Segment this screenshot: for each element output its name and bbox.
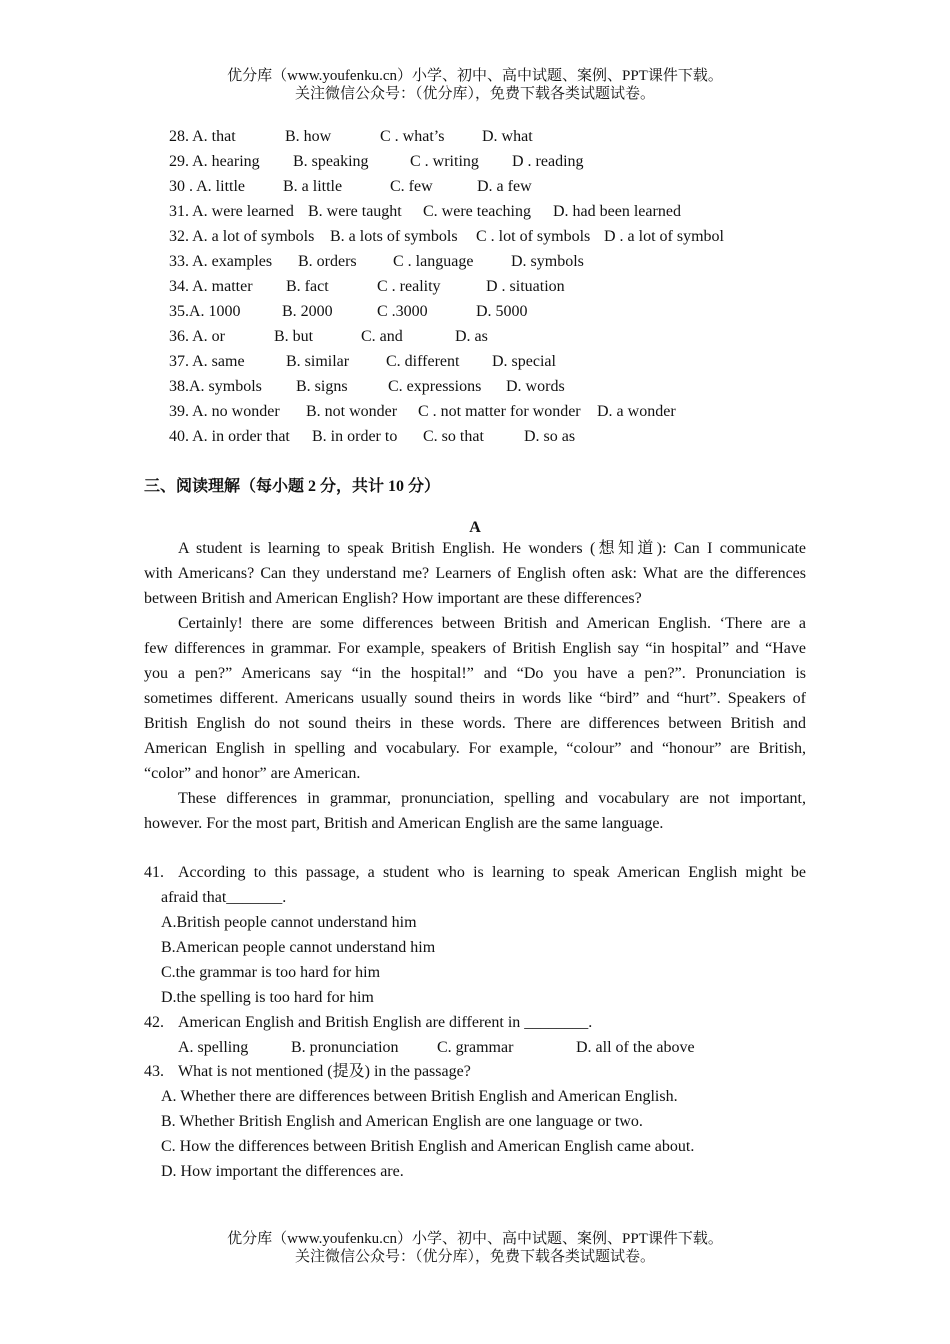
option-a: 29. A. hearing xyxy=(169,153,260,170)
answer-option-b: B. pronunciation xyxy=(291,1039,399,1056)
option-c: C. different xyxy=(386,353,460,370)
passage-line: sometimes different. Americans usually sound theirs in words like “bird” and “hurt”. Speakers of xyxy=(144,690,806,707)
option-d: D. words xyxy=(506,378,565,395)
option-d: D . a lot of symbol xyxy=(604,228,724,245)
option-b: B. orders xyxy=(298,253,357,270)
option-c: C. few xyxy=(390,178,433,195)
option-a: 28. A. that xyxy=(169,128,236,145)
question-stem: According to this passage, a student who is learning to speak American English might be xyxy=(178,864,806,881)
passage-line: A student is learning to speak British English. He wonders (想知道): Can I communicate xyxy=(178,540,806,557)
option-c: C . language xyxy=(393,253,474,270)
option-c: C . reality xyxy=(377,278,441,295)
passage-line: you a pen?” Americans say “in the hospital!” and “Do you have a pen?”. Pronunciation is xyxy=(144,665,806,682)
passage-line: These differences in grammar, pronunciation, spelling and vocabulary are not important, xyxy=(178,790,806,807)
passage-line: with Americans? Can they understand me? Learners of English often ask: What are the differences xyxy=(144,565,806,582)
option-a: 33. A. examples xyxy=(169,253,273,270)
question-stem-cont: afraid that_______. xyxy=(161,889,287,906)
option-b: B. in order to xyxy=(312,428,398,445)
section-title-reading: 三、阅读理解（每小题 2 分，共计 10 分） xyxy=(144,478,441,495)
option-a: 40. A. in order that xyxy=(169,428,290,445)
question-stem: What is not mentioned (提及) in the passage? xyxy=(178,1063,471,1080)
cloze-row-31 xyxy=(0,202,950,222)
answer-option-b: B.American people cannot understand him xyxy=(161,939,436,956)
option-c: C .3000 xyxy=(377,303,428,320)
option-b: B. 2000 xyxy=(282,303,333,320)
page-footer-line-1: 优分库（www.youfenku.cn）小学、初中、高中试题、案例、PPT课件下载。 xyxy=(227,1231,723,1247)
passage-line: British English do not sound theirs in these words. There are differences between British and xyxy=(144,715,806,732)
passage-line: however. For the most part, British and American English are the same language. xyxy=(144,815,664,832)
cloze-row-38 xyxy=(0,377,950,397)
option-d: D. as xyxy=(455,328,488,345)
option-c: C. expressions xyxy=(388,378,482,395)
option-a: 35.A. 1000 xyxy=(169,303,241,320)
page-header-line-1: 优分库（www.youfenku.cn）小学、初中、高中试题、案例、PPT课件下载。 xyxy=(227,68,723,84)
option-a: 37. A. same xyxy=(169,353,245,370)
option-c: C . not matter for wonder xyxy=(418,403,581,420)
option-d: D. what xyxy=(482,128,533,145)
passage-line: American English in spelling and vocabulary. For example, “colour” and “honour” are British, xyxy=(144,740,806,757)
option-d: D . reading xyxy=(512,153,584,170)
answer-option-d: D. all of the above xyxy=(576,1039,695,1056)
option-d: D. 5000 xyxy=(476,303,528,320)
option-b: B. were taught xyxy=(308,203,402,220)
option-c: C . what’s xyxy=(380,128,445,145)
option-a: 34. A. matter xyxy=(169,278,253,295)
option-c: C. and xyxy=(361,328,403,345)
answer-option-d: D. How important the differences are. xyxy=(161,1163,404,1180)
option-a: 30 . A. little xyxy=(169,178,245,195)
option-b: B. a little xyxy=(283,178,343,195)
option-a: 32. A. a lot of symbols xyxy=(169,228,315,245)
cloze-row-39 xyxy=(0,402,950,422)
option-a: 31. A. were learned xyxy=(169,203,294,220)
cloze-row-37 xyxy=(0,352,950,372)
option-c: C. so that xyxy=(423,428,484,445)
passage-line: between British and American English? How important are these differences? xyxy=(144,590,642,607)
option-b: B. a lots of symbols xyxy=(330,228,458,245)
answer-option-b: B. Whether British English and American English are one language or two. xyxy=(161,1113,643,1130)
option-b: B. similar xyxy=(286,353,350,370)
passage-line: few differences in grammar. For example, speakers of British English say “in hospital” and “Have xyxy=(144,640,806,657)
cloze-row-30 xyxy=(0,177,950,197)
option-b: B. speaking xyxy=(293,153,369,170)
option-b: B. not wonder xyxy=(306,403,398,420)
question-number: 41. xyxy=(144,864,164,881)
cloze-row-36 xyxy=(0,327,950,347)
cloze-row-32 xyxy=(0,227,950,247)
answer-option-c: C.the grammar is too hard for him xyxy=(161,964,381,981)
answer-option-c: C. grammar xyxy=(437,1039,514,1056)
passage-line: “color” and honor” are American. xyxy=(144,765,361,782)
cloze-row-28 xyxy=(0,127,950,147)
option-c: C. were teaching xyxy=(423,203,531,220)
answer-option-a: A. spelling xyxy=(178,1039,249,1056)
option-d: D. special xyxy=(492,353,556,370)
page-footer-line-2: 关注微信公众号：（优分库），免费下载各类试题试卷。 xyxy=(294,1249,655,1265)
cloze-row-29 xyxy=(0,152,950,172)
answer-option-d: D.the spelling is too hard for him xyxy=(161,989,374,1006)
passage-label: A xyxy=(469,519,481,536)
option-d: D . situation xyxy=(486,278,565,295)
cloze-row-33 xyxy=(0,252,950,272)
question-number: 43. xyxy=(144,1063,164,1080)
question-number: 42. xyxy=(144,1014,164,1031)
cloze-row-40 xyxy=(0,427,950,447)
answer-option-c: C. How the differences between British English and American English came about. xyxy=(161,1138,695,1155)
cloze-row-34 xyxy=(0,277,950,297)
option-d: D. so as xyxy=(524,428,576,445)
answer-option-a: A. Whether there are differences between British English and American English. xyxy=(161,1088,678,1105)
option-b: B. but xyxy=(274,328,314,345)
option-a: 38.A. symbols xyxy=(169,378,262,395)
option-b: B. fact xyxy=(286,278,329,295)
option-a: 39. A. no wonder xyxy=(169,403,280,420)
page-header-line-2: 关注微信公众号：（优分库），免费下载各类试题试卷。 xyxy=(294,86,655,102)
option-d: D. a wonder xyxy=(597,403,676,420)
option-d: D. symbols xyxy=(511,253,584,270)
option-a: 36. A. or xyxy=(169,328,225,345)
option-c: C . writing xyxy=(410,153,479,170)
answer-option-a: A.British people cannot understand him xyxy=(161,914,417,931)
option-d: D. a few xyxy=(477,178,532,195)
passage-line: Certainly! there are some differences between British and American English. ‘There are a xyxy=(178,615,806,632)
option-b: B. how xyxy=(285,128,332,145)
option-b: B. signs xyxy=(296,378,348,395)
cloze-row-35 xyxy=(0,302,950,322)
question-stem: American English and British English are different in ________. xyxy=(178,1014,593,1031)
option-d: D. had been learned xyxy=(553,203,681,220)
option-c: C . lot of symbols xyxy=(476,228,591,245)
